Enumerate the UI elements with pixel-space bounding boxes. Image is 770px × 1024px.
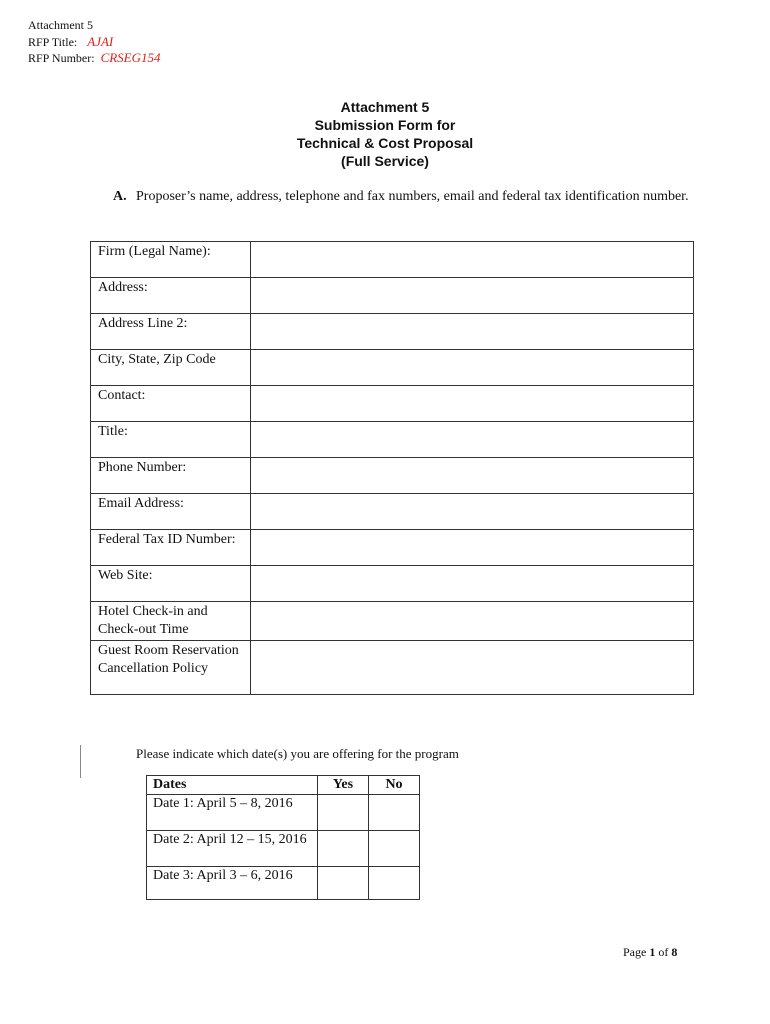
date-1-label: Date 1: April 5 – 8, 2016	[147, 795, 318, 831]
title-line-4: (Full Service)	[341, 153, 429, 169]
table-row	[91, 422, 694, 458]
rfp-number-value: CRSEG154	[100, 50, 161, 65]
rfp-number-label: RFP Number:	[28, 51, 95, 65]
date-3-yes-cell[interactable]	[318, 867, 369, 900]
date-1-no-cell[interactable]	[369, 795, 420, 831]
page-total: 8	[671, 945, 678, 959]
table-row	[91, 314, 694, 350]
table-row	[91, 530, 694, 566]
section-a-letter: A.	[113, 189, 127, 204]
phone-number-label: Phone Number:	[91, 458, 251, 494]
form-title	[0, 98, 770, 170]
page-current: 1	[649, 945, 656, 959]
city-state-zip-label: City, State, Zip Code	[91, 350, 251, 386]
rfp-title-value: AJAI	[87, 33, 114, 49]
margin-change-bar	[80, 745, 81, 778]
table-row	[147, 867, 420, 900]
table-row	[91, 242, 694, 278]
title-field[interactable]	[251, 422, 694, 458]
dates-table	[146, 775, 420, 900]
title-label: Title:	[91, 422, 251, 458]
table-row	[91, 641, 694, 695]
hotel-check-in-field[interactable]	[251, 602, 694, 641]
section-a-text: Proposer’s name, address, telephone and fax numbers, email and federal tax identification number.	[136, 189, 689, 204]
section-a	[113, 188, 703, 207]
dates-instruction: Please indicate which date(s) you are offering for the program	[136, 746, 459, 761]
email-address-field[interactable]	[251, 494, 694, 530]
title-line-1: Attachment 5	[340, 99, 430, 115]
table-row	[91, 602, 694, 641]
dates-header-row	[147, 776, 420, 795]
city-state-zip-field[interactable]	[251, 350, 694, 386]
page-label: Page	[623, 945, 647, 959]
table-row	[91, 458, 694, 494]
document-header	[28, 17, 161, 67]
rfp-title-line	[28, 34, 161, 51]
table-row	[91, 566, 694, 602]
cancellation-policy-label: Guest Room Reservation Cancellation Policy	[91, 641, 251, 695]
cancellation-policy-field[interactable]	[251, 641, 694, 695]
web-site-field[interactable]	[251, 566, 694, 602]
yes-column-header: Yes	[318, 776, 369, 795]
title-line-3: Technical & Cost Proposal	[296, 135, 474, 151]
firm-name-label: Firm (Legal Name):	[91, 242, 251, 278]
web-site-label: Web Site:	[91, 566, 251, 602]
hotel-check-in-label: Hotel Check-in and Check-out Time	[91, 602, 251, 641]
contact-label: Contact:	[91, 386, 251, 422]
firm-name-field[interactable]	[251, 242, 694, 278]
date-2-no-cell[interactable]	[369, 831, 420, 867]
no-column-header: No	[369, 776, 420, 795]
rfp-number-line	[28, 50, 161, 67]
address-label: Address:	[91, 278, 251, 314]
title-line-2: Submission Form for	[314, 117, 456, 133]
address-line-2-label: Address Line 2:	[91, 314, 251, 350]
phone-number-field[interactable]	[251, 458, 694, 494]
date-2-label: Date 2: April 12 – 15, 2016	[147, 831, 318, 867]
date-1-yes-cell[interactable]	[318, 795, 369, 831]
contact-field[interactable]	[251, 386, 694, 422]
table-row	[91, 386, 694, 422]
rfp-title-label: RFP Title:	[28, 34, 78, 49]
federal-tax-id-label: Federal Tax ID Number:	[91, 530, 251, 566]
email-address-label: Email Address:	[91, 494, 251, 530]
dates-column-header: Dates	[147, 776, 318, 795]
table-row	[91, 494, 694, 530]
date-3-label: Date 3: April 3 – 6, 2016	[147, 867, 318, 900]
proposer-info-table	[90, 241, 694, 695]
address-line-2-field[interactable]	[251, 314, 694, 350]
date-2-yes-cell[interactable]	[318, 831, 369, 867]
address-field[interactable]	[251, 278, 694, 314]
federal-tax-id-field[interactable]	[251, 530, 694, 566]
table-row	[147, 831, 420, 867]
table-row	[147, 795, 420, 831]
table-row	[91, 350, 694, 386]
date-3-no-cell[interactable]	[369, 867, 420, 900]
table-row	[91, 278, 694, 314]
of-label: of	[658, 945, 669, 959]
attachment-label: Attachment 5	[28, 18, 93, 32]
page-number	[623, 945, 677, 960]
